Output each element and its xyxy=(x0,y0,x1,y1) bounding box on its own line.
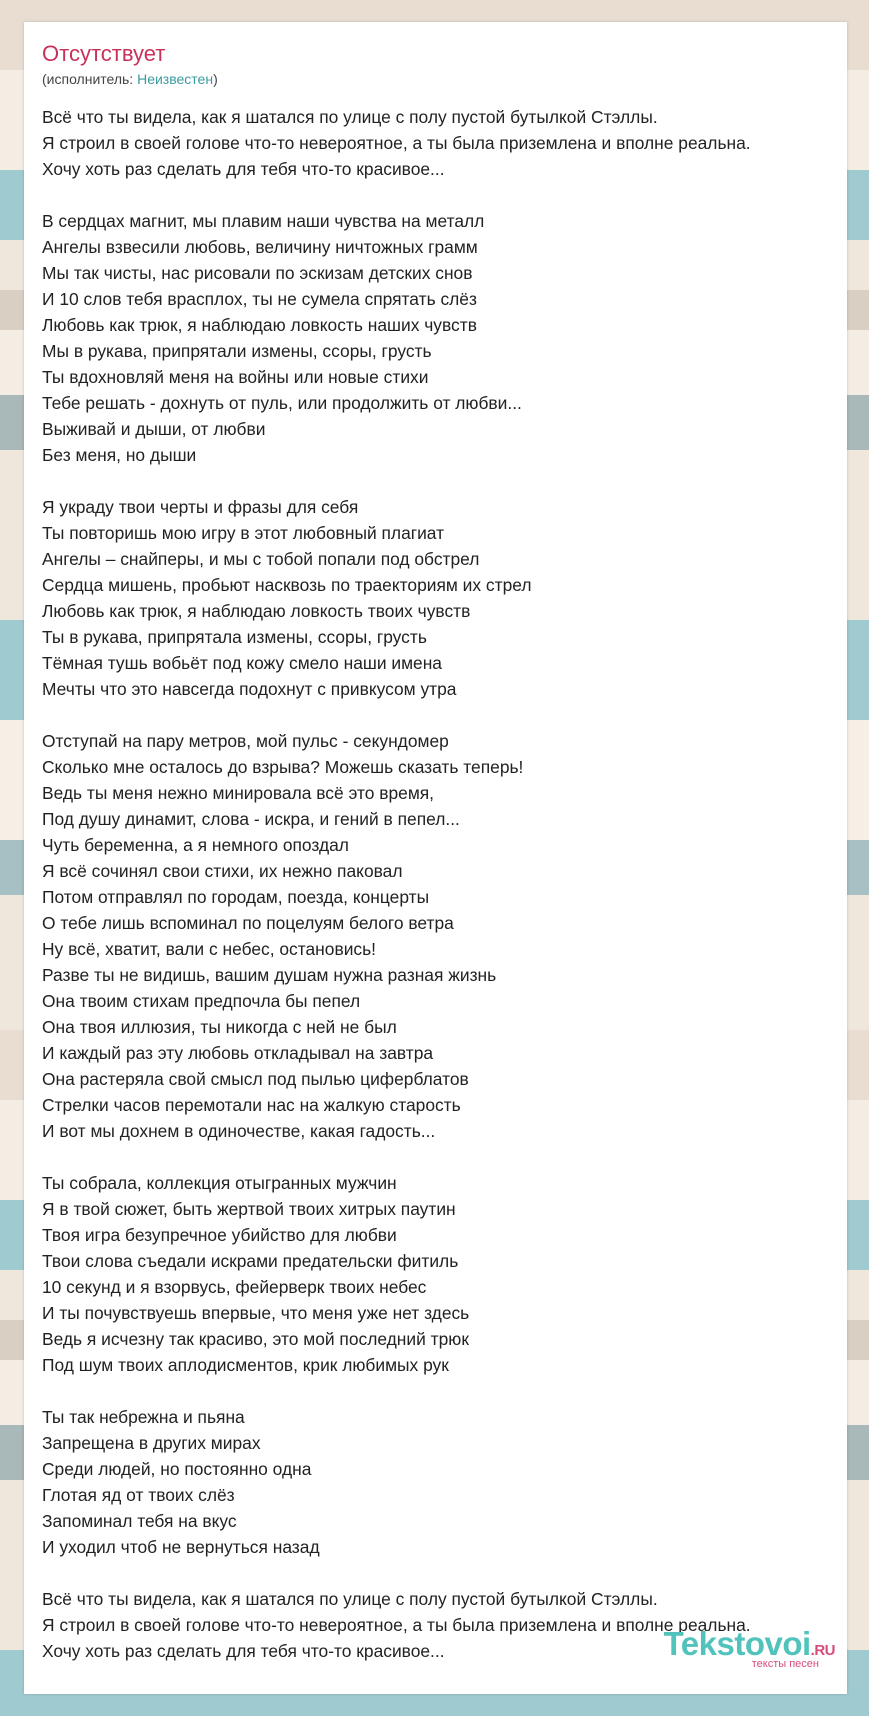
lyrics-line: Ведь ты меня нежно минировала всё это время, xyxy=(42,783,435,803)
lyrics-line: И каждый раз эту любовь откладывал на завтра xyxy=(42,1043,434,1063)
lyrics-line: Я всё сочинял свои стихи, их нежно паковал xyxy=(42,861,403,881)
artist-prefix: (исполнитель: xyxy=(42,71,138,87)
lyrics-line: Ты вдохновляй меня на войны или новые стихи xyxy=(42,367,429,387)
lyrics-stanza xyxy=(42,1170,847,1378)
lyrics-line: Ведь я исчезну так красиво, это мой последний трюк xyxy=(42,1329,469,1349)
lyrics-line: Глотая яд от твоих слёз xyxy=(42,1485,235,1505)
lyrics-line: Любовь как трюк, я наблюдаю ловкость наших чувств xyxy=(42,315,477,335)
lyrics-line: И уходил чтоб не вернуться назад xyxy=(42,1537,320,1557)
lyrics-card xyxy=(24,22,847,1694)
lyrics-line: Отступай на пару метров, мой пульс - секундомер xyxy=(42,731,449,751)
lyrics-line: Разве ты не видишь, вашим душам нужна разная жизнь xyxy=(42,965,497,985)
lyrics-line: Ну всё, хватит, вали с небес, остановись! xyxy=(42,939,377,959)
lyrics-line: Любовь как трюк, я наблюдаю ловкость твоих чувств xyxy=(42,601,471,621)
lyrics-line: Под шум твоих аплодисментов, крик любимых рук xyxy=(42,1355,449,1375)
lyrics-line: 10 секунд и я взорвусь, фейерверк твоих небес xyxy=(42,1277,427,1297)
lyrics-line: Тебе решать - дохнуть от пуль, или продолжить от любви... xyxy=(42,393,522,413)
lyrics-line: Ты повторишь мою игру в этот любовный плагиат xyxy=(42,523,445,543)
lyrics-line: Ангелы взвесили любовь, величину ничтожных грамм xyxy=(42,237,478,257)
lyrics-line: Ты собрала, коллекция отыгранных мужчин xyxy=(42,1173,397,1193)
lyrics-line: Ты в рукава, припрятала измены, ссоры, грусть xyxy=(42,627,427,647)
lyrics-line: Всё что ты видела, как я шатался по улице с полу пустой бутылкой Стэллы. xyxy=(42,1589,658,1609)
lyrics-stanza xyxy=(42,728,847,1144)
artist-suffix: ) xyxy=(213,71,218,87)
lyrics-line: Я строил в своей голове что-то невероятное, а ты была приземлена и вполне реальна. xyxy=(42,133,751,153)
lyrics-line: Под душу динамит, слова - искра, и гений в пепел... xyxy=(42,809,460,829)
lyrics-line: Мечты что это навсегда подохнут с привкусом утра xyxy=(42,679,457,699)
lyrics-line: Сердца мишень, пробьют насквозь по траекториям их стрел xyxy=(42,575,532,595)
lyrics-stanza xyxy=(42,494,847,702)
lyrics-line: Стрелки часов перемотали нас на жалкую старость xyxy=(42,1095,461,1115)
lyrics-line: Я в твой сюжет, быть жертвой твоих хитрых паутин xyxy=(42,1199,456,1219)
lyrics-line: О тебе лишь вспоминал по поцелуям белого ветра xyxy=(42,913,454,933)
logo-tagline: тексты песен xyxy=(751,1658,819,1670)
song-title: Отсутствует xyxy=(42,41,166,66)
lyrics-line: Среди людей, но постоянно одна xyxy=(42,1459,312,1479)
lyrics-line: Мы в рукава, припрятали измены, ссоры, грусть xyxy=(42,341,432,361)
lyrics-line: Ты так небрежна и пьяна xyxy=(42,1407,245,1427)
lyrics-line: Ангелы – снайперы, и мы с тобой попали под обстрел xyxy=(42,549,480,569)
logo-main-text: Tekstovoi xyxy=(663,1625,811,1662)
lyrics-line: Мы так чисты, нас рисовали по эскизам детских снов xyxy=(42,263,473,283)
lyrics-text xyxy=(42,104,847,1690)
lyrics-line: Я строил в своей голове что-то невероятное, а ты была приземлена и вполне реальна. xyxy=(42,1615,751,1635)
lyrics-line: Она растеряла свой смысл под пылью циферблатов xyxy=(42,1069,469,1089)
lyrics-line: Хочу хоть раз сделать для тебя что-то красивое... xyxy=(42,1641,445,1661)
lyrics-stanza xyxy=(42,1404,847,1560)
lyrics-line: Выживай и дыши, от любви xyxy=(42,419,266,439)
lyrics-stanza xyxy=(42,208,847,468)
lyrics-line: Запоминал тебя на вкус xyxy=(42,1511,237,1531)
lyrics-line: И 10 слов тебя врасплох, ты не сумела спрятать слёз xyxy=(42,289,477,309)
lyrics-line: Она твоя иллюзия, ты никогда с ней не был xyxy=(42,1017,397,1037)
lyrics-line: Тёмная тушь вобьёт под кожу смело наши имена xyxy=(42,653,442,673)
lyrics-line: Она твоим стихам предпочла бы пепел xyxy=(42,991,361,1011)
lyrics-line: Всё что ты видела, как я шатался по улице с полу пустой бутылкой Стэллы. xyxy=(42,107,658,127)
lyrics-line: Потом отправлял по городам, поезда, концерты xyxy=(42,887,430,907)
lyrics-line: Твоя игра безупречное убийство для любви xyxy=(42,1225,397,1245)
artist-line xyxy=(42,71,218,87)
lyrics-line: Твои слова съедали искрами предательски фитиль xyxy=(42,1251,459,1271)
lyrics-line: И ты почувствуешь впервые, что меня уже нет здесь xyxy=(42,1303,470,1323)
lyrics-line: И вот мы дохнем в одиночестве, какая гадость... xyxy=(42,1121,436,1141)
logo-domain: .RU xyxy=(810,1642,835,1659)
tekstovoi-logo[interactable] xyxy=(664,1627,835,1670)
lyrics-stanza xyxy=(42,104,847,182)
lyrics-line: Сколько мне осталось до взрыва? Можешь сказать теперь! xyxy=(42,757,524,777)
lyrics-line: Чуть беременна, а я немного опоздал xyxy=(42,835,349,855)
lyrics-line: Без меня, но дыши xyxy=(42,445,197,465)
lyrics-line: Хочу хоть раз сделать для тебя что-то красивое... xyxy=(42,159,445,179)
lyrics-line: В сердцах магнит, мы плавим наши чувства на металл xyxy=(42,211,485,231)
lyrics-line: Запрещена в других мирах xyxy=(42,1433,261,1453)
artist-link[interactable]: Неизвестен xyxy=(137,71,214,87)
lyrics-line: Я украду твои черты и фразы для себя xyxy=(42,497,359,517)
